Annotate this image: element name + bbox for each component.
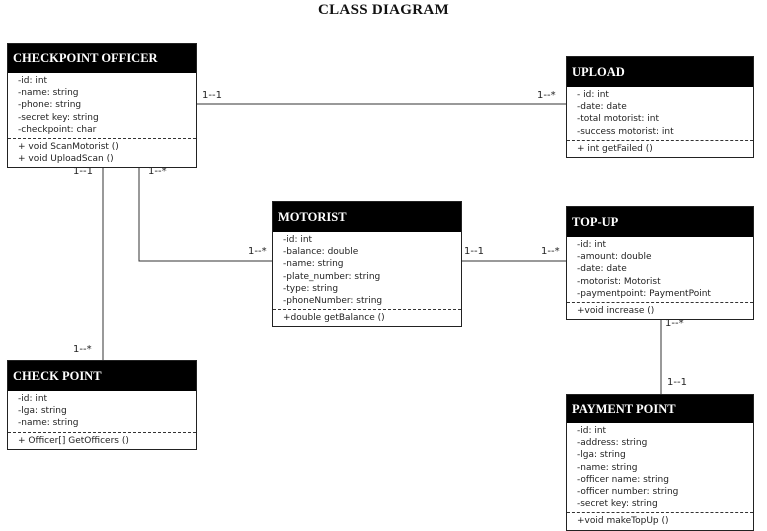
method-list — [567, 141, 753, 157]
method: + int getFailed () — [577, 143, 653, 154]
class-motorist — [272, 201, 462, 327]
attribute: -total motorist: int — [577, 114, 660, 125]
attribute: -secret key: string — [18, 112, 99, 123]
multiplicity-label: 1--* — [665, 318, 684, 329]
attribute: -balance: double — [283, 247, 359, 258]
attribute: -id: int — [577, 240, 607, 250]
attribute-list — [567, 237, 753, 303]
attribute: -name: string — [577, 462, 638, 473]
class-check-point — [7, 360, 197, 450]
attribute: -officer number: string — [577, 487, 679, 498]
attribute: - id: int — [577, 90, 609, 100]
attribute: -address: string — [577, 438, 648, 449]
class-upload — [566, 56, 754, 158]
class-top-up — [566, 206, 754, 320]
class-name: PAYMENT POINT — [567, 395, 753, 423]
attribute: -name: string — [283, 259, 344, 270]
multiplicity-label: 1--* — [248, 246, 267, 257]
attribute: -lga: string — [18, 406, 67, 417]
attribute: -id: int — [577, 426, 607, 436]
class-name: TOP-UP — [567, 207, 753, 237]
attribute: -date: date — [577, 102, 627, 113]
multiplicity-label: 1--* — [541, 246, 560, 257]
method: + void UploadScan () — [18, 154, 114, 165]
class-checkpoint-officer — [7, 43, 197, 168]
method-list — [567, 303, 753, 319]
class-name: CHECKPOINT OFFICER — [8, 44, 196, 73]
method-list — [8, 139, 196, 167]
multiplicity-label: 1--1 — [464, 246, 484, 257]
attribute-list — [273, 232, 461, 310]
class-name: MOTORIST — [273, 202, 461, 232]
multiplicity-label: 1--1 — [202, 90, 222, 101]
class-name: CHECK POINT — [8, 361, 196, 391]
attribute: -id: int — [283, 235, 313, 245]
attribute: -plate_number: string — [283, 271, 381, 282]
attribute-list — [567, 87, 753, 141]
diagram-title: CLASS DIAGRAM — [318, 2, 449, 18]
multiplicity-label: 1--* — [73, 344, 92, 355]
method: +void makeTopUp () — [577, 516, 669, 527]
attribute: -phone: string — [18, 100, 82, 111]
method-list — [567, 513, 753, 529]
attribute: -type: string — [283, 283, 339, 294]
attribute: -paymentpoint: PaymentPoint — [577, 288, 711, 299]
method: +void increase () — [577, 306, 655, 317]
method-list — [8, 433, 196, 449]
attribute-list — [567, 423, 753, 513]
multiplicity-label: 1--* — [148, 166, 167, 177]
multiplicity-label: 1--* — [537, 90, 556, 101]
attribute: -name: string — [18, 418, 79, 429]
attribute: -secret key: string — [577, 499, 658, 510]
attribute: -success motorist: int — [577, 126, 674, 137]
attribute-list — [8, 73, 196, 139]
attribute: -lga: string — [577, 450, 626, 461]
attribute: -name: string — [18, 88, 79, 99]
attribute: -motorist: Motorist — [577, 276, 661, 287]
method: +double getBalance () — [283, 313, 385, 324]
attribute: -id: int — [18, 394, 48, 404]
attribute: -checkpoint: char — [18, 124, 97, 135]
attribute-list — [8, 391, 196, 433]
class-name: UPLOAD — [567, 57, 753, 87]
attribute: -id: int — [18, 76, 48, 86]
multiplicity-label: 1--1 — [73, 166, 93, 177]
class-payment-point — [566, 394, 754, 531]
method: + void ScanMotorist () — [18, 142, 119, 153]
multiplicity-label: 1--1 — [667, 377, 687, 388]
attribute: -phoneNumber: string — [283, 296, 383, 307]
method-list — [273, 310, 461, 326]
attribute: -amount: double — [577, 252, 652, 263]
attribute: -officer name: string — [577, 474, 669, 485]
attribute: -date: date — [577, 264, 627, 275]
method: + Officer[] GetOfficers () — [18, 435, 129, 446]
